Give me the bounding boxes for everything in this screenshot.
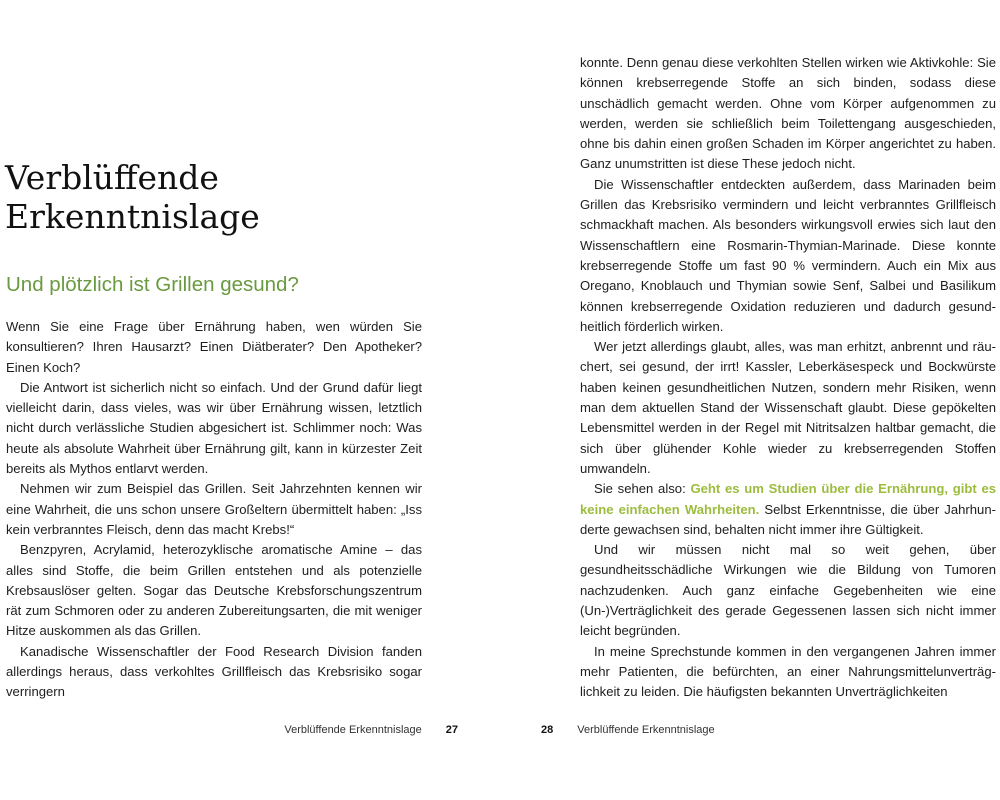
page-number: 27 xyxy=(445,724,458,736)
chapter-title xyxy=(5,158,445,236)
highlighted-statement: Geht es um Studien über die Ernährung, gibt es keine einfachen Wahrheiten. xyxy=(580,481,997,517)
paragraph-with-highlight xyxy=(580,479,996,540)
chapter-title-line-1: Verblüffende xyxy=(5,158,219,197)
right-body-text xyxy=(580,53,996,703)
paragraph: Die Wissenschaftler entdeckten außerdem, dass Marinaden beim Grillen das Krebsrisiko vermindern und leicht verbranntes Grillfleisch schmackhaft machen. Als besonders wirkungsvoll erwies sich laut den Wissenschaftlern eine Rosmarin-Thymian-Marinade. Diese konnte krebserregende Stoffe um fast 90 % vermindern. Auch ein Mix aus Oregano, Knoblauch und Thymian sowie Senf, Salbei und Basilikum können krebserregende Oxidation reduzieren und dadurch gesundheitlich förderlich wirken. xyxy=(580,176,996,334)
paragraph: Und wir müssen nicht mal so weit gehen, über gesundheitsschädliche Wirkungen wie die Bildung von Tumoren nachzudenken. Auch ganz einfache Gegebenheiten wie eine (Un-)Verträglichkeit des gerade Gegessenen lassen sich nicht immer leicht begründen. xyxy=(580,542,996,639)
chapter-title-line-2: Erkenntnislage xyxy=(5,197,260,236)
left-body-text xyxy=(6,317,422,703)
paragraph-text: Selbst Erkenntnisse, die über Jahrhunderte gewachsen sind, behalten nicht immer ihre Gültigkeit. xyxy=(580,501,996,537)
paragraph: Wer jetzt allerdings glaubt, alles, was man erhitzt, anbrennt und räuchert, sei gesund, der irrt! Kassler, Leberkäsespeck und Bockwürste haben keinen gesundheitlichen Nutzen, sondern mehr Risiken, wenn man dem aktuellen Stand der Wissenschaft glaubt. Diese gepökelten Lebensmittel werden in der Regel mit Nitritsalzen haltbar gemacht, die sich über glühender Kohle wieder zu krebserregenden Stoffen umwandeln. xyxy=(580,339,996,476)
paragraph: Nehmen wir zum Beispiel das Grillen. Seit Jahrzehnten kennen wir eine Wahrheit, die uns schon unsere Großeltern übermittelt haben: „Iss kein verbranntes Fleisch, denn das macht Krebs!“ xyxy=(6,481,422,537)
paragraph: In meine Sprechstunde kommen in den vergangenen Jahren immer mehr Patienten, die befürchten, an einer Nahrungsmittelunverträglichkeit zu leiden. Die häufigsten bekannten Unverträglichkeiten xyxy=(580,643,996,700)
paragraph: konnte. Denn genau diese verkohlten Stellen wirken wie Aktivkohle: Sie können krebserregende Stoffe an sich binden, sodass diese unschädlich gemacht werden. Ohne vom Körper aufgenommen zu werden, werden sie schließlich beim Toilettengang ausgeschieden, ohne bis dahin einen großen Schaden im Körper angerichtet zu haben. Ganz unumstritten ist diese These jedoch nicht. xyxy=(580,55,996,172)
paragraph: Kanadische Wissenschaftler der Food Research Division fanden allerdings heraus, dass verkohltes Grillfleisch das Krebsrisiko sogar verringern xyxy=(6,643,422,700)
right-page-footer xyxy=(541,722,715,738)
section-subtitle: Und plötzlich ist Grillen gesund? xyxy=(6,273,299,296)
running-footer-title: Verblüffende Erkenntnislage xyxy=(284,724,422,736)
paragraph: Benzpyren, Acrylamid, heterozyklische aromatische Amine – das alles sind Stoffe, die beim Grillen entstehen und als potenzielle Krebsauslöser gelten. Sogar das Deutsche Krebsforschungszentrum rät zum Schmoren oder zu anderen Zubereitungsarten, die mit weniger Hitze auskommen als das Grillen. xyxy=(6,542,422,639)
page-number: 28 xyxy=(541,724,554,736)
paragraph-text: Sie sehen also: xyxy=(594,481,691,497)
paragraph: Wenn Sie eine Frage über Ernährung haben, wen würden Sie konsultieren? Ihren Hausarzt? Einen Diätberater? Den Apotheker? Einen Koch? xyxy=(6,319,422,375)
left-page-footer xyxy=(284,722,458,738)
running-footer-title: Verblüffende Erkenntnislage xyxy=(577,724,715,736)
right-page xyxy=(500,0,1000,800)
paragraph: Die Antwort ist sicherlich nicht so einfach. Und der Grund dafür liegt vielleicht darin, dass vieles, was wir über Ernährung wissen, letztlich nicht durch verlässliche Studien abgesichert ist. Schlimmer noch: Was heute als absolute Wahrheit über Ernährung gilt, kann in kürzester Zeit bereits als Mythos entlarvt werden. xyxy=(6,379,422,477)
